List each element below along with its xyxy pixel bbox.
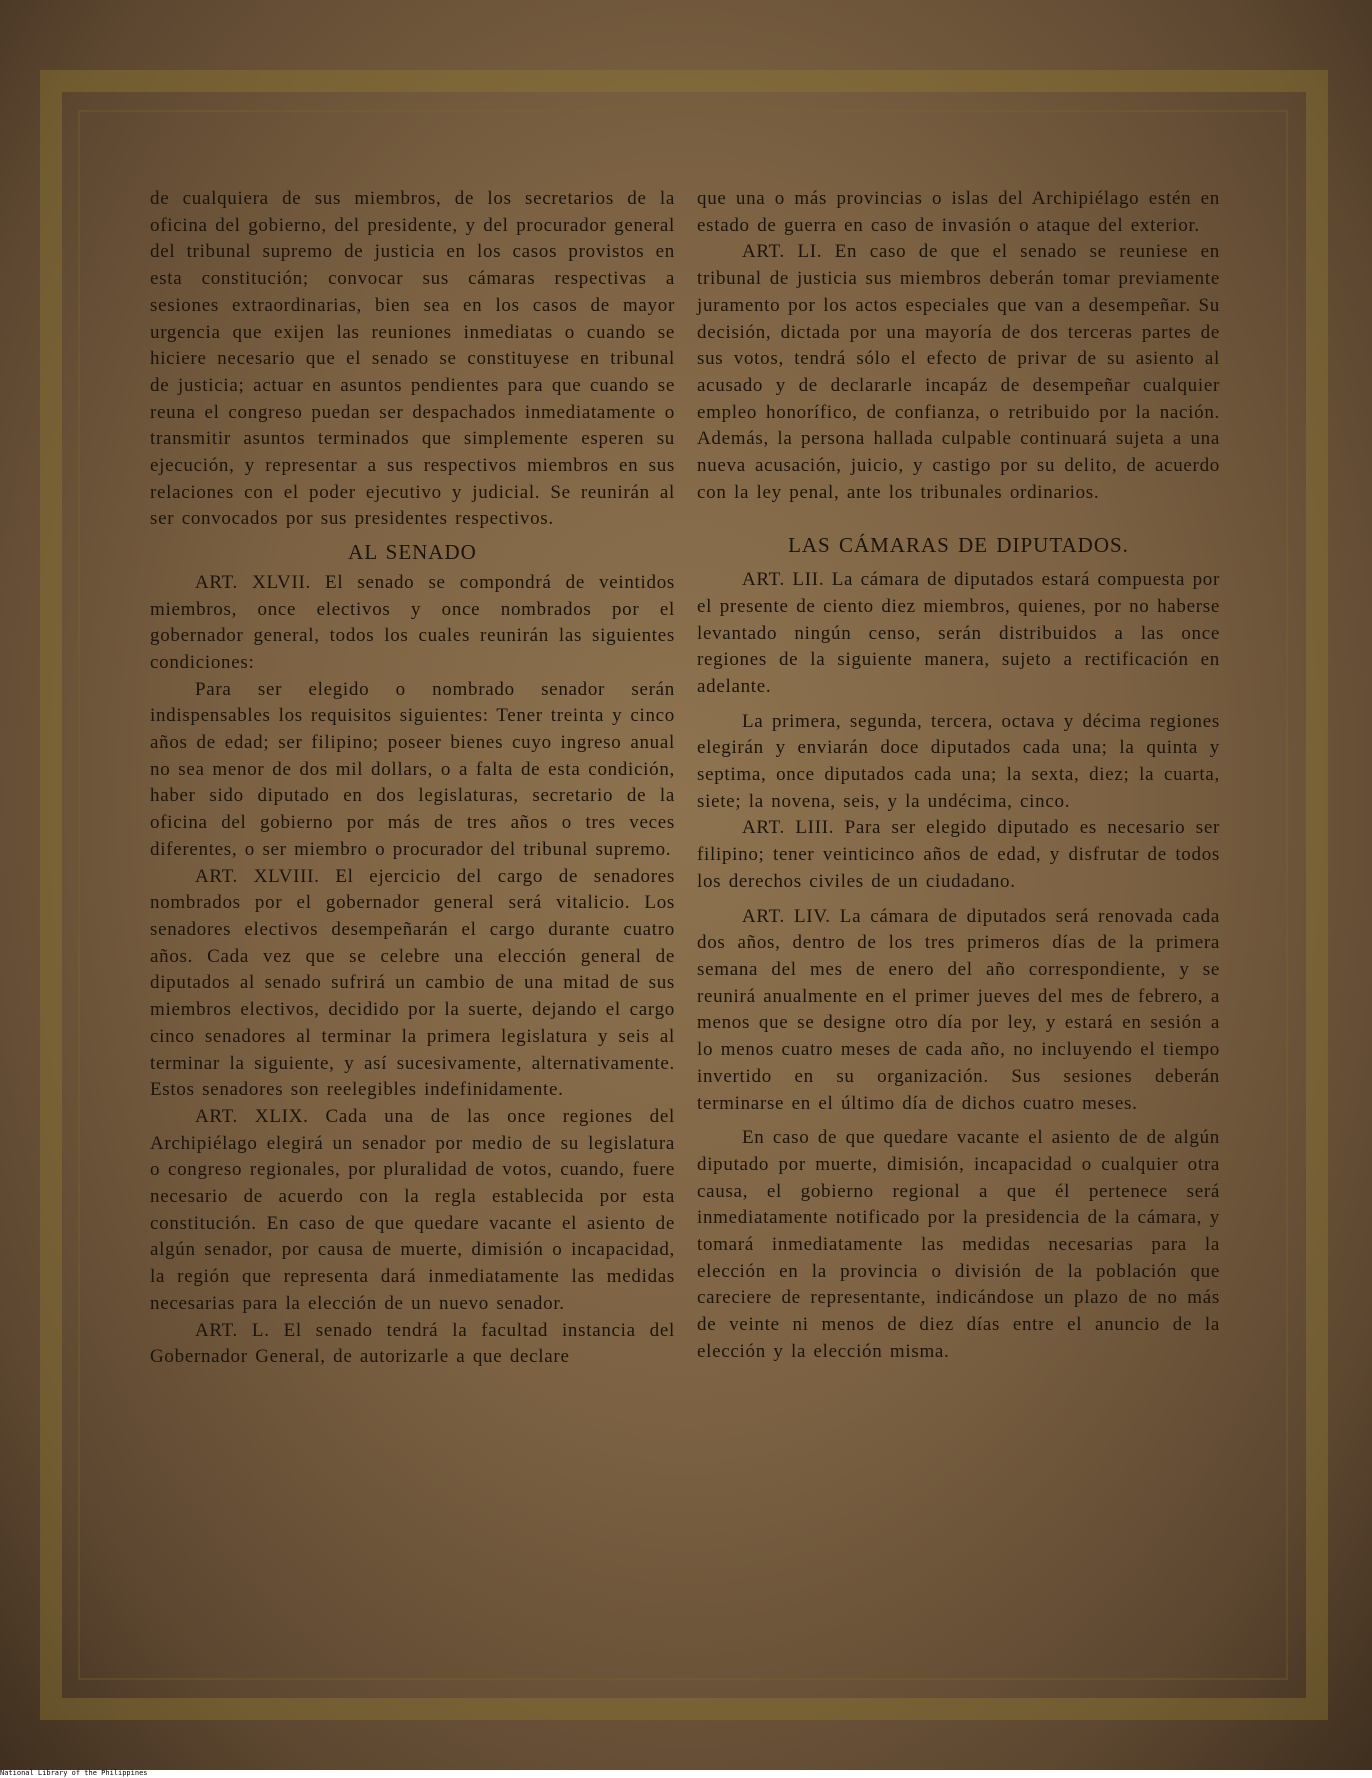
footer-bar — [0, 1770, 1372, 1778]
vacancy-paragraph: En caso de que quedare vacante el asiento de de algún diputado por muerte, dimisión, incapacidad o cualquier otra causa, el gobierno regional a que él pertenece será inmediatamente notificado por la presidencia de la cámara, y tomará inmediatamente las medidas necesarias para la elección en la provincia o división de la población que careciere de representante, indicándose un plazo de no más de veinte ni menos de diez días entre el anuncio de la elección y la elección misma. — [697, 1127, 1220, 1362]
region-distribution: La primera, segunda, tercera, octava y décima regiones elegirán y enviarán doce diputados cada una; la quinta y septima, once diputados cada una; la sexta, diez; la cuarta, siete; la novena, seis, y la undécima, cinco. — [697, 710, 1220, 812]
article-51: ART. LI. En caso de que el senado se reuniese en tribunal de justicia sus miembros deberán tomar previamente juramento por los actos especiales que van a desempeñar. Su decisión, dictada por una mayoría de dos terceras partes de sus votos, tendrá sólo el efecto de privar de su asiento al acusado y de declararle incapáz de desempeñar cualquier empleo honorífico, de confianza, o retribuido por la nación. Además, la persona hallada culpable continuará sujeta a una nueva acusación, juicio, y castigo por su delito, de acuerdo con la ley penal, ante los tribunales ordinarios. — [697, 241, 1220, 503]
article-49: ART. XLIX. Cada una de las once regiones del Archipiélago elegirá un senador por medio de su legislatura o congreso regionales, por pluralidad de votos, cuando, fuere necesario de acuerdo con la regla establecida por esta constitución. En caso de que quedare vacante el asiento de algún senador, por causa de muerte, dimisión o incapacidad, la región que representa dará inmediatamente las medidas necesarias para la elección de un nuevo senador. — [150, 1105, 675, 1314]
library-credit: National Library of the Philippines — [0, 1769, 148, 1777]
article-54: ART. LIV. La cámara de diputados será renovada cada dos años, dentro de los tres primeros días de la primera semana del mes de enero del año correspondiente, y se reunirá anualmente en el primer jueves del mes de febrero, a menos que se designe otro día por ley, y estará en sesión a lo menos cuatro meses de cada año, no incluyendo el tiempo invertido en su organización. Sus sesiones deberán terminarse en el último día de dichos cuatro meses. — [697, 905, 1220, 1114]
right-column — [697, 186, 1220, 1366]
section-heading-diputados: LAS CÁMARAS DE DIPUTADOS. — [788, 533, 1129, 558]
article-48: ART. XLVIII. El ejercicio del cargo de senadores nombrados por el gobernador general será vitalicio. Los senadores electivos desempeñarán el cargo durante cuatro años. Cada vez que se celebre una elección general de diputados al senado sufrirá un cambio de una mitad de sus miembros electivos, decidido por la suerte, dejando el cargo cinco senadores al terminar la primera legislatura y seis al terminar la siguiente, y así sucesivamente, alternativamente. Estos senadores son reelegibles indefinidamente. — [150, 865, 675, 1101]
left-paragraph-1: de cualquiera de sus miembros, de los secretarios de la oficina del gobierno, del presidente, y del procurador general del tribunal supremo de justicia en los casos provistos en esta constitución; convocar sus cámaras respectivas a sesiones extraordinarias, bien sea en los casos de mayor urgencia que exijen las reuniones inmediatas o cuando se hiciere necesario que el senado se constituyese en tribunal de justicia; actuar en asuntos pendientes para que cuando se reuna el congreso puedan ser despachados inmediatamente o transmitir asuntos terminados que simplemente esperen su ejecución, y representar a sus respectivos miembros en sus relaciones con el poder ejecutivo y judicial. Se reunirán al ser convocados por sus presidentes respectivos. — [150, 188, 675, 530]
article-50: ART. L. El senado tendrá la facultad instancia del Gobernador General, de autorizarle a que declare — [150, 1319, 675, 1368]
section-heading-senado: AL SENADO — [348, 540, 477, 565]
article-52: ART. LII. La cámara de diputados estará compuesta por el presente de ciento diez miembros, quienes, por no haberse levantado ningún censo, serán distribuidos a las once regiones de la siguiente manera, sujeto a rectificación en adelante. — [697, 569, 1220, 697]
article-47: ART. XLVII. El senado se compondrá de veintidos miembros, once electivos y once nombrados por el gobernador general, todos los cuales reunirán las siguientes condiciones: — [150, 571, 675, 673]
left-column — [150, 186, 675, 1371]
senator-requirements: Para ser elegido o nombrado senador serán indispensables los requisitos siguientes: Tener treinta y cinco años de edad; ser filipino; poseer bienes cuyo ingreso anual no sea menor de dos mil dollars, o a falta de esta condición, haber sido diputado en dos legislaturas, secretario de la oficina del gobierno por más de tres años o tres veces diferentes, o ser miembro o procurador del tribunal supremo. — [150, 678, 675, 860]
article-53: ART. LIII. Para ser elegido diputado es necesario ser filipino; tener veinticinco años de edad, y disfrutar de todos los derechos civiles de un ciudadano. — [697, 817, 1220, 892]
right-paragraph-1: que una o más provincias o islas del Archipiélago estén en estado de guerra en caso de invasión o ataque del exterior. — [697, 188, 1220, 236]
